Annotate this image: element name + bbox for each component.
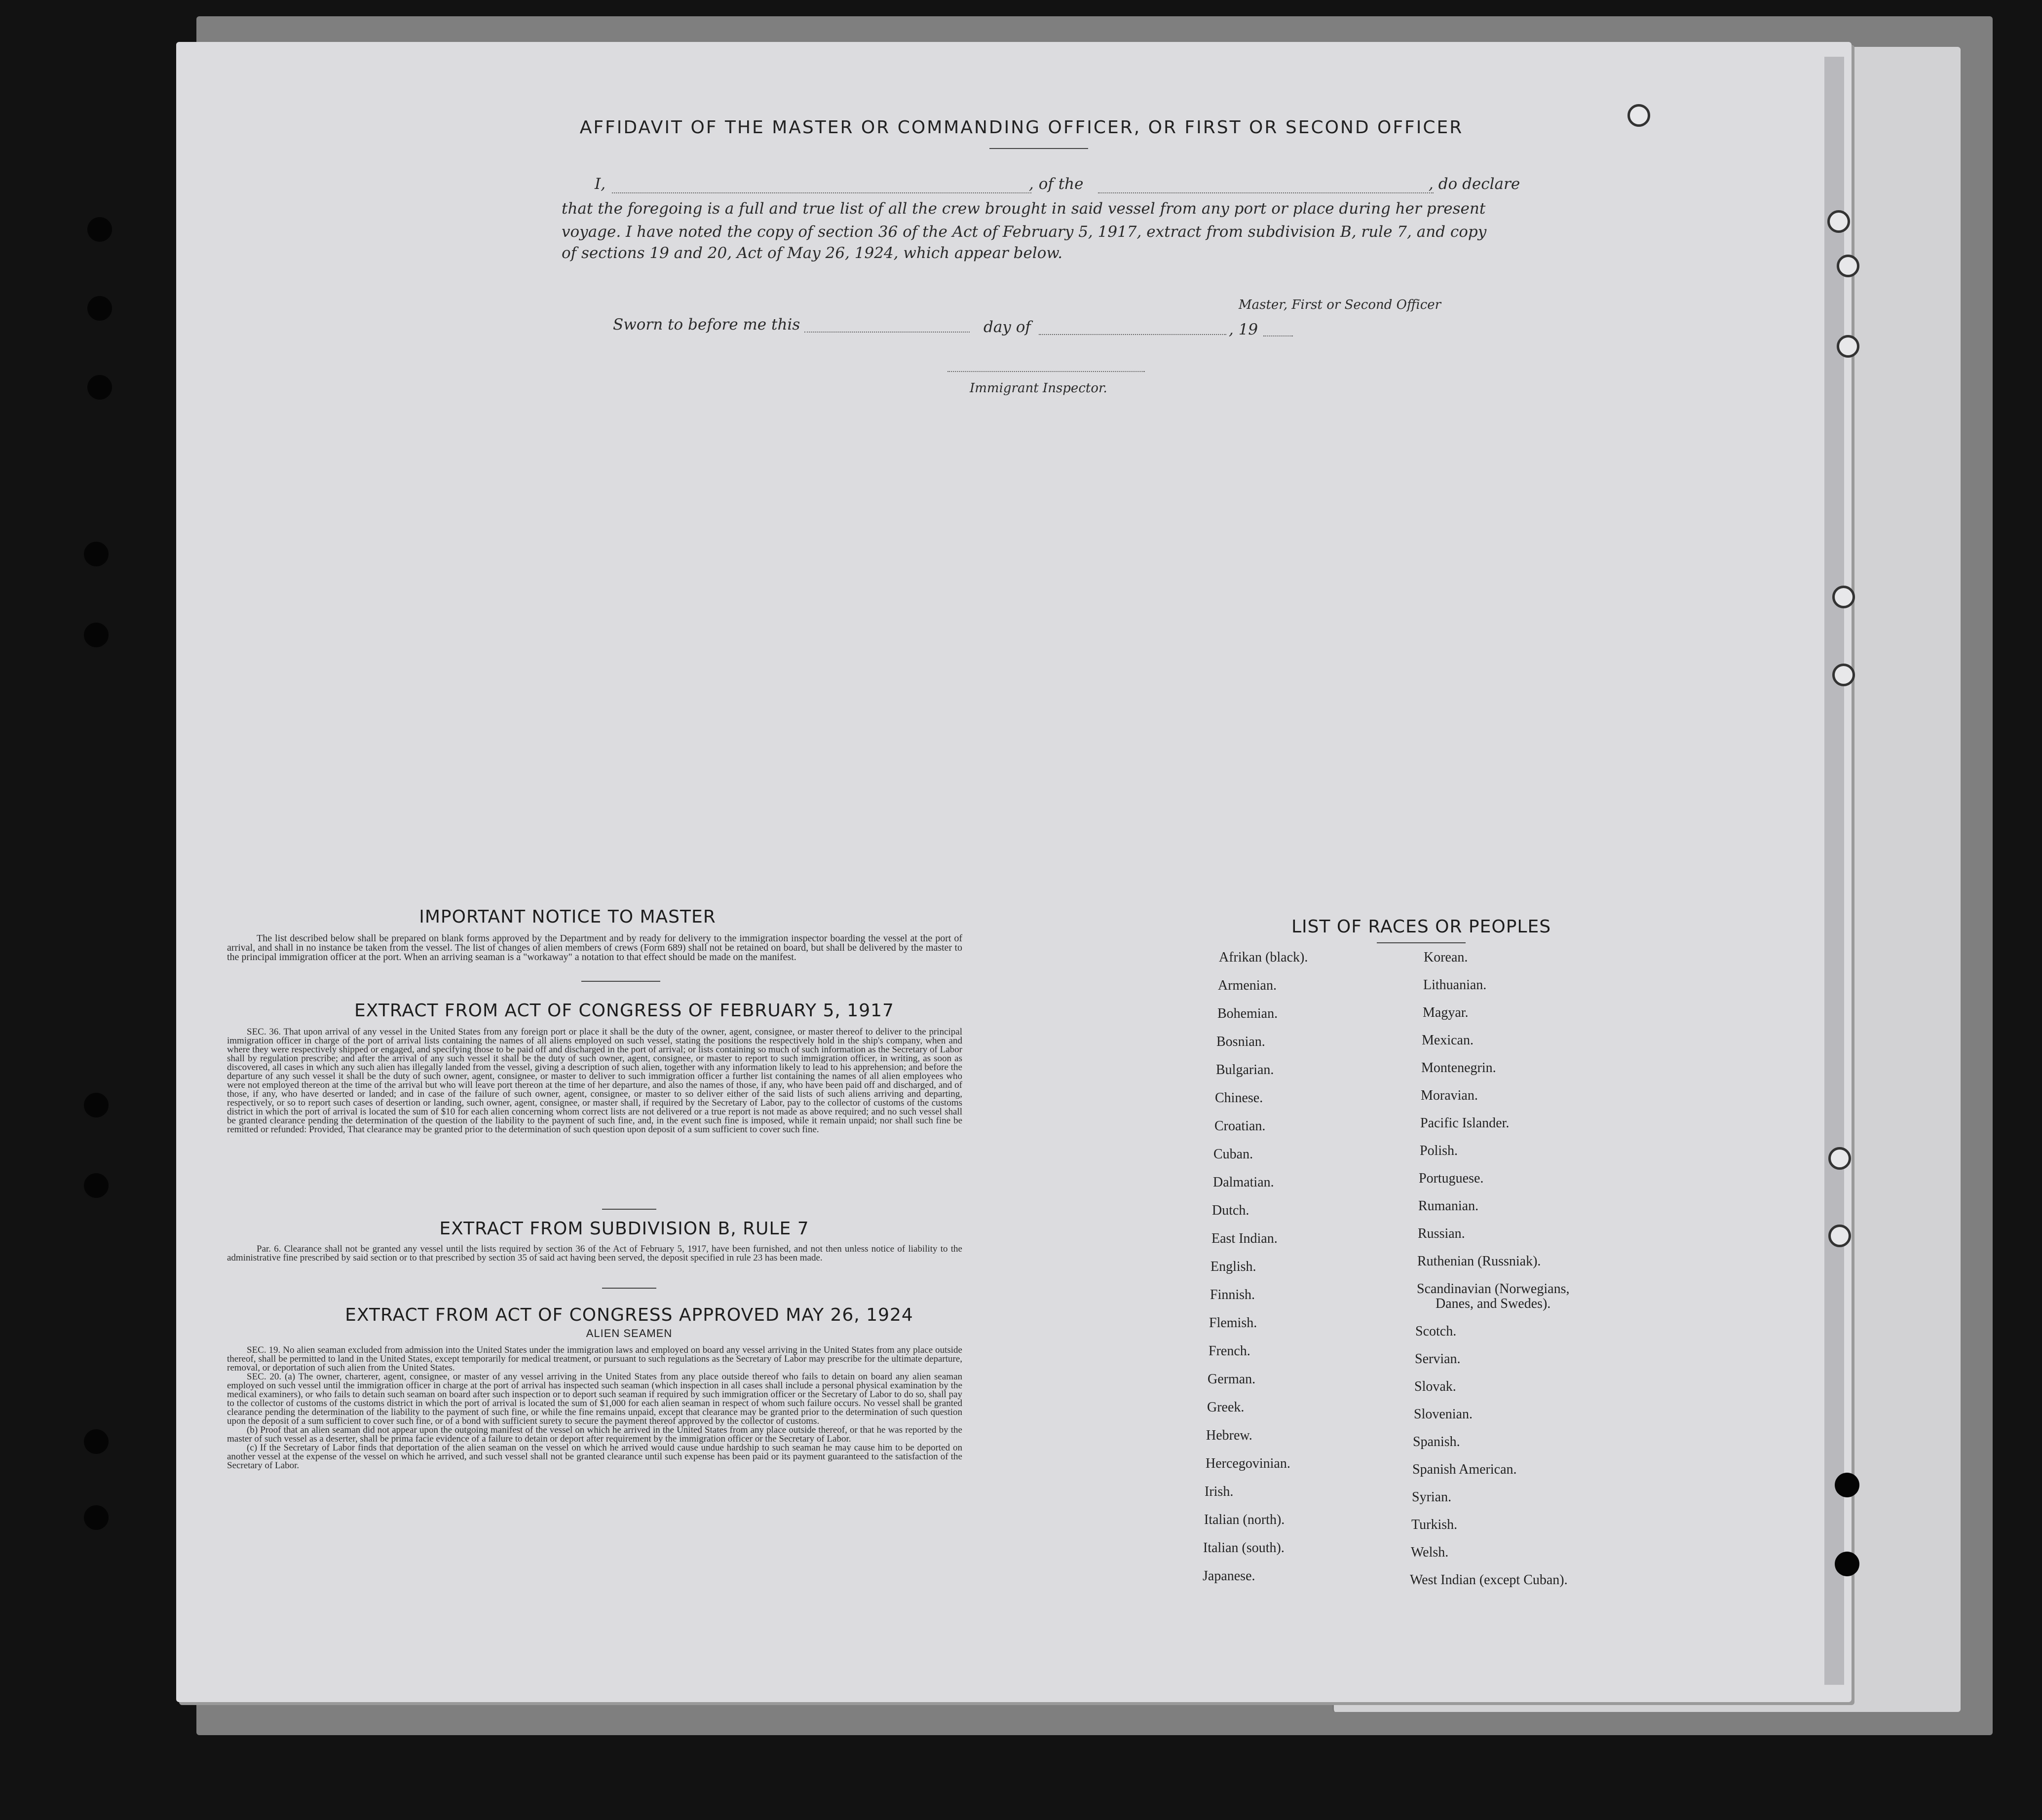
affidavit-of-the: , of the	[1029, 175, 1084, 193]
punch-hole	[84, 623, 109, 647]
race-item-right: West Indian (except Cuban).	[1410, 1572, 1568, 1588]
extract-1917-title: EXTRACT FROM ACT OF CONGRESS OF FEBRUARY 5, 1917	[354, 1001, 894, 1021]
punch-hole-ring	[1627, 104, 1650, 127]
race-item-left: Cuban.	[1213, 1147, 1253, 1162]
race-item-right: Portuguese.	[1419, 1171, 1484, 1186]
extract-1924-title: EXTRACT FROM ACT OF CONGRESS APPROVED MAY 26, 1924	[345, 1305, 913, 1325]
race-item-left: Japanese.	[1203, 1568, 1255, 1584]
year-label: , 19	[1229, 321, 1258, 338]
race-item-right: Korean.	[1424, 950, 1468, 965]
page-edge-strip	[1824, 57, 1844, 1685]
affidavit-i: I,	[595, 175, 606, 193]
race-item-right: Scandinavian (Norwegians,	[1417, 1281, 1570, 1297]
punch-hole	[84, 1505, 109, 1530]
sworn-day-blank[interactable]	[804, 332, 970, 333]
vessel-name-blank[interactable]	[1098, 192, 1434, 193]
punch-hole-ring	[1832, 664, 1855, 686]
notice-body: The list described below shall be prepared on blank forms approved by the Department and by ready for delivery to the immigration inspector boarding the vessel at the port of arrival, and shall in no instance be taken from the vessel. The list of changes of alien members of crews (Form 689) shall not be retained on board, but shall be delivered by the master to the principal immigration officer at the port. When an arriving seaman is a "workaway" a notation to that effect should be made on the manifest.	[227, 933, 962, 963]
race-item-right: Slovenian.	[1414, 1407, 1473, 1422]
race-item-left: Dalmatian.	[1213, 1175, 1274, 1190]
race-item-left: Croatian.	[1214, 1118, 1266, 1134]
rule7-title: EXTRACT FROM SUBDIVISION B, RULE 7	[439, 1219, 809, 1239]
race-item-left: English.	[1210, 1259, 1256, 1274]
race-item-left: Bohemian.	[1217, 1006, 1278, 1021]
race-item-left: East Indian.	[1211, 1231, 1278, 1246]
punch-hole	[1835, 1552, 1859, 1576]
races-title: LIST OF RACES OR PEOPLES	[1291, 917, 1551, 937]
race-item-left: Afrikan (black).	[1219, 950, 1308, 965]
race-item-right: Spanish American.	[1412, 1462, 1517, 1477]
punch-hole	[84, 1429, 109, 1454]
punch-hole-ring	[1828, 1225, 1851, 1247]
punch-hole	[87, 375, 112, 400]
races-title-underline	[1377, 942, 1466, 943]
race-item-right: Rumanian.	[1418, 1198, 1479, 1214]
race-item-right: Danes, and Swedes).	[1436, 1296, 1551, 1311]
race-item-left: Armenian.	[1218, 978, 1277, 993]
race-item-right: Russian.	[1418, 1226, 1465, 1241]
sec-20c-text: (c) If the Secretary of Labor finds that deportation of the alien seaman on the vessel on which he arrived would cause undue hardship to such seaman he may cause him to be deported on another vessel at the expense of the vessel on which he arrived, and such vessel shall not be granted clearance until such expense has been paid or its payment guaranteed to the satisfaction of the Secretary of Labor.	[227, 1443, 962, 1471]
punch-hole	[84, 542, 109, 566]
affidavit-line-3: voyage. I have noted the copy of section 36 of the Act of February 5, 1917, extract from subdivision B, rule 7, and copy	[562, 223, 1487, 241]
affidavit-line-4: of sections 19 and 20, Act of May 26, 1924, which appear below.	[562, 244, 1063, 262]
extract-1924-body	[227, 1346, 962, 1470]
race-item-right: Turkish.	[1411, 1517, 1458, 1532]
race-item-right: Scotch.	[1415, 1324, 1457, 1339]
punch-hole	[84, 1093, 109, 1117]
race-item-left: Chinese.	[1215, 1090, 1263, 1106]
race-item-left: Hercegovinian.	[1206, 1456, 1290, 1471]
race-item-right: Ruthenian (Russniak).	[1417, 1254, 1541, 1269]
punch-hole-ring	[1837, 255, 1859, 277]
race-item-left: Bulgarian.	[1216, 1062, 1274, 1077]
race-item-right: Pacific Islander.	[1420, 1115, 1510, 1131]
punch-hole	[1835, 1473, 1859, 1497]
sworn-year-blank[interactable]	[1263, 335, 1293, 336]
punch-hole	[87, 217, 112, 242]
extract-1917-divider	[602, 1209, 656, 1210]
punch-hole-ring	[1828, 1147, 1851, 1170]
alien-seamen-subtitle: ALIEN SEAMEN	[586, 1327, 673, 1339]
race-item-right: Welsh.	[1411, 1545, 1449, 1560]
inspector-signature-blank[interactable]	[947, 371, 1145, 372]
officer-name-blank[interactable]	[612, 192, 1031, 193]
sworn-month-blank[interactable]	[1039, 334, 1226, 335]
race-item-right: Servian.	[1415, 1351, 1461, 1367]
race-item-right: Mexican.	[1422, 1033, 1474, 1048]
race-item-right: Moravian.	[1421, 1088, 1478, 1103]
punch-hole	[84, 1173, 109, 1198]
punch-hole-ring	[1832, 586, 1855, 608]
sworn-label: Sworn to before me this	[613, 316, 800, 334]
notice-divider	[581, 981, 660, 982]
race-item-left: Flemish.	[1209, 1315, 1257, 1331]
rule7-body: Par. 6. Clearance shall not be granted any vessel until the lists required by section 36 of the Act of February 5, 1917, have been furnished, and not then unless notice of liability to the administrative fine prescribed by said section or to that prescribed by section 35 of said act having been served, the deposit specified in rule 23 has been made.	[227, 1244, 962, 1263]
race-item-right: Magyar.	[1423, 1005, 1469, 1020]
race-item-left: French.	[1209, 1343, 1250, 1359]
race-item-right: Syrian.	[1412, 1489, 1452, 1505]
punch-hole	[87, 296, 112, 321]
sec-20b-text: (b) Proof that an alien seaman did not appear upon the outgoing manifest of the vessel on which he arrived in the United States from any place outside thereof, or that he was reported by the master of such vessel as a deserter, shall be prima facie evidence of a failure to detain or deport after requirement by the immigration officer or the Secretary of Labor.	[227, 1425, 962, 1444]
race-item-left: Greek.	[1207, 1400, 1245, 1415]
race-item-right: Montenegrin.	[1421, 1060, 1496, 1076]
inspector-label: Immigrant Inspector.	[970, 381, 1107, 396]
race-item-left: Hebrew.	[1206, 1428, 1252, 1443]
race-item-right: Slovak.	[1414, 1379, 1456, 1394]
race-item-left: Irish.	[1205, 1484, 1234, 1499]
affidavit-line-2: that the foregoing is a full and true list of all the crew brought in said vessel from any port or place during her present	[562, 200, 1486, 218]
race-item-right: Lithuanian.	[1423, 977, 1487, 993]
punch-hole-ring	[1827, 210, 1850, 233]
officer-signature-label: Master, First or Second Officer	[1239, 297, 1441, 312]
race-item-right: Polish.	[1420, 1143, 1458, 1158]
notice-title: IMPORTANT NOTICE TO MASTER	[419, 907, 716, 927]
affidavit-title: AFFIDAVIT OF THE MASTER OR COMMANDING OFFICER, OR FIRST OR SECOND OFFICER	[579, 117, 1464, 138]
race-item-right: Spanish.	[1413, 1434, 1460, 1449]
sec-19-text: SEC. 19. No alien seaman excluded from admission into the United States under the immigration laws and employed on board any vessel arriving in the United States from any place outside thereof, shall be permitted to land in the United States, except temporarily for medical treatment, or pursuant to such regulations as the Secretary of Labor may prescribe for the ultimate departure, removal, or deportation of such alien from the United States.	[227, 1345, 962, 1373]
race-item-left: Dutch.	[1212, 1203, 1249, 1218]
race-item-left: Italian (north).	[1204, 1512, 1285, 1527]
title-underline	[989, 148, 1088, 149]
extract-1917-body: SEC. 36. That upon arrival of any vessel in the United States from any foreign port or place it shall be the duty of the owner, agent, consignee, or master thereof to deliver to the principal immigration officer in charge of the port of arrival lists containing the names of all aliens employed on such vessel, stating the positions the respectively hold in the ship's company, when and where they were respectively shipped or engaged, and specifying those to be paid off and discharged in the port of arrival; or lists containing so much of such information as the Secretary of Labor shall by regulation prescribe; and after the arrival of any such vessel it shall be the duty of such owner, agent, consignee, or master to report to such immigration officer, in writing, as soon as discovered, all cases in which any such alien has illegally landed from the vessel, giving a description of such alien, together with any information likely to lead to his apprehension; and before the departure of any such vessel it shall be the duty of such owner, agent, consignee, or master to deliver to such immigration officer a further list containing the names of all alien employees who were not employed thereon at the time of the arrival but who will leave port thereon at the time of her departure, and also the names of those, if any, who have been paid off and discharged, and of those, if any, who have deserted or landed; and in case of the failure of such owner, agent, consignee, or master to so deliver either of the said lists of such aliens arriving and departing, respectively, or so to report such cases of desertion or landing, such owner, agent, consignee, or master shall, if required by the Secretary of Labor, pay to the collector of customs of the customs district in which the port of arrival is located the sum of $10 for each alien concerning whom correct lists are not delivered or a true report is not made as above required; and no such vessel shall be granted clearance pending the determination of the question of the liability to the payment of such fine, and, in the event such fine is imposed, while it remain unpaid; nor shall such fine be remitted or refunded: Provided, That clearance may be granted prior to the determination of such question upon deposit of a sum sufficient to cover such fine.	[227, 1027, 962, 1135]
race-item-left: Finnish.	[1210, 1287, 1255, 1302]
sec-20a-text: SEC. 20. (a) The owner, charterer, agent, consignee, or master of any vessel arriving in the United States from any place outside thereof who fails to detain on board any alien seaman employed on such vessel until the immigration officer in charge at the port of arrival has inspected such seaman (which inspection in all cases shall include a personal physical examination by the medical examiners), or who fails to detain such seaman on board after such inspection or to deport such seaman if required by such immigration officer or the Secretary of Labor to do so, shall pay to the collector of customs of the customs district in which the port of arrival is located the sum of $1,000 for each alien seaman in respect of whom such failure occurs. No vessel shall be granted clearance pending the determination of the liability to the payment of such fine, or while the fine remains unpaid, except that clearance may be granted prior to the determination of such question upon the deposit of a sum sufficient to cover such fine, or of a bond with sufficient surety to secure the payment thereof approved by the collector of customs.	[227, 1372, 962, 1426]
race-item-left: German.	[1208, 1372, 1256, 1387]
affidavit-declare: , do declare	[1429, 175, 1520, 193]
rule7-divider	[602, 1288, 656, 1289]
day-of-label: day of	[983, 318, 1031, 336]
race-item-left: Bosnian.	[1216, 1034, 1265, 1049]
punch-hole-ring	[1837, 335, 1859, 358]
race-item-left: Italian (south).	[1203, 1540, 1285, 1556]
